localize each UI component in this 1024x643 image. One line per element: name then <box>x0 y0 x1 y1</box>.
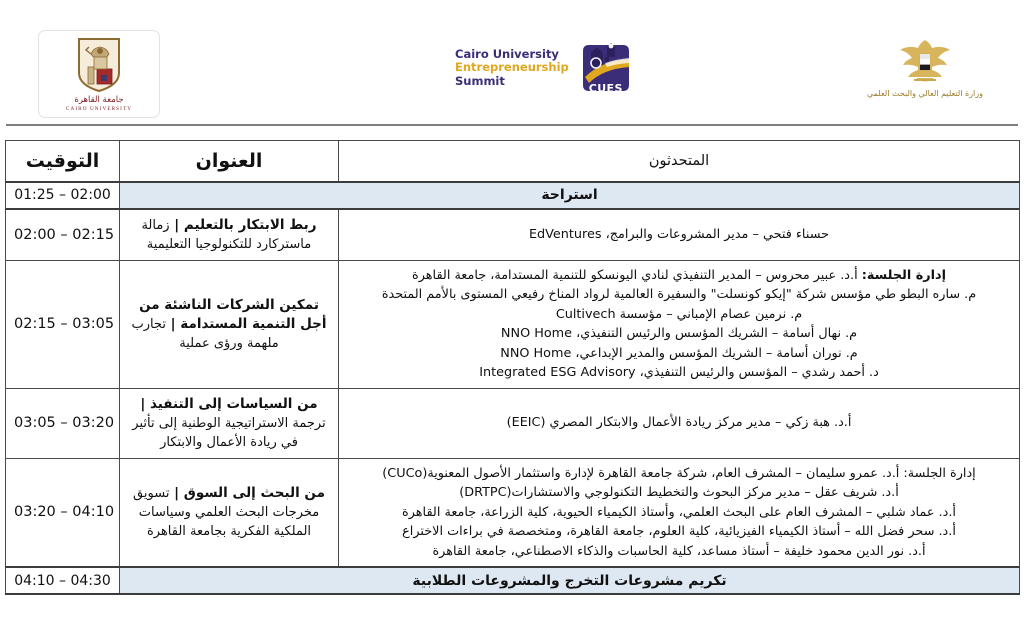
row-title-sub: ترجمة الاستراتيجية الوطنية إلى تأثير في ريادة الأعمال والابتكار <box>132 415 326 450</box>
speaker-line: إدارة الجلسة: أ.د. عبير محروس – المدير التنفيذي لنادي اليونسكو للتنمية المستدامة، جامعة القاهرة <box>412 267 946 283</box>
row-title <box>120 388 339 458</box>
row-title <box>120 209 339 261</box>
cues-line-2: Entrepreneurship <box>455 60 569 75</box>
table-row <box>6 260 1020 388</box>
ministry-of-higher-education-logo <box>855 34 995 98</box>
header-divider <box>6 124 1018 126</box>
row-title-main: ربط الابتكار بالتعليم | <box>169 216 317 233</box>
table-row-band <box>6 567 1020 594</box>
row-title <box>120 458 339 567</box>
speaker-line: أ.د. سحر فضل الله – أستاذ الكيمياء الفيزيائية، كلية العلوم، جامعة القاهرة، ومتخصصة في براءات الاختراع <box>402 524 956 539</box>
speaker-line: أ.د. نور الدين محمود خليفة – أستاذ مساعد، كلية الحاسبات والذكاء الاصطناعي، جامعة القاهرة <box>432 543 926 559</box>
cues-logo <box>455 37 637 99</box>
page-header <box>0 0 1024 133</box>
band-label: استراحة <box>120 182 1020 209</box>
row-title-sub: تسويق مخرجات البحث العلمي وسياسات الملكية الفكرية بجامعة القاهرة <box>133 485 320 539</box>
column-header-title: العنوان <box>120 141 339 182</box>
speaker-line: أ.د. شريف عقل – مدير مركز البحوث والتخطيط التكنولوجي والاستشارات(DRTPC) <box>459 485 899 500</box>
cairo-university-name-english: CAIRO UNIVERSITY <box>65 106 133 112</box>
table-row <box>6 388 1020 458</box>
row-speakers <box>339 209 1020 261</box>
speaker-line: م. نوران أسامة – الشريك المؤسس والمدير الإبداعي، NNO Home <box>500 345 858 361</box>
speaker-line: د. أحمد رشدي – المؤسس والرئيس التنفيذي، Integrated ESG Advisory <box>479 365 879 380</box>
table-header-row <box>6 141 1020 182</box>
column-header-time: التوقيت <box>6 141 120 182</box>
cues-line-3: Summit <box>455 73 505 88</box>
row-time: 03:05 – 03:20 <box>6 388 120 458</box>
cues-line-1: Cairo University <box>455 46 559 61</box>
row-time: 02:00 – 02:15 <box>6 209 120 261</box>
row-speakers <box>339 458 1020 567</box>
speaker-line: أ.د. عماد شلبي – المشرف العام على البحث العلمي، وأستاذ الكيمياء الحيوية، كلية الزراعة، جامعة القاهرة <box>402 504 956 520</box>
ministry-name-arabic: وزارة التعليم العالي والبحث العلمي <box>867 89 983 98</box>
row-time: 04:10 – 04:30 <box>6 567 120 594</box>
row-speakers <box>339 260 1020 388</box>
cairo-university-shield-icon <box>76 36 122 94</box>
agenda-table <box>5 140 1020 595</box>
table-row <box>6 458 1020 567</box>
row-time: 03:20 – 04:10 <box>6 458 120 567</box>
speaker-line: م. نهال أسامة – الشريك المؤسس والرئيس التنفيذي، NNO Home <box>500 326 858 341</box>
cairo-university-logo <box>38 30 160 118</box>
row-time: 02:15 – 03:05 <box>6 260 120 388</box>
speaker-line: حسناء فتحي – مدير المشروعات والبرامج، EdVentures <box>528 226 830 242</box>
eagle-of-saladin-icon <box>855 34 995 86</box>
speaker-line: إدارة الجلسة: أ.د. عمرو سليمان – المشرف العام، شركة جامعة القاهرة لإدارة واستثمار الأصول المعنوية(CUCo) <box>382 465 976 481</box>
speaker-line: م. نرمين عصام الإمباني – مؤسسة Cultivech <box>555 306 803 322</box>
speaker-line: أ.د. هبة زكي – مدير مركز ريادة الأعمال والابتكار المصري (EEIC) <box>506 415 852 431</box>
table-row-band <box>6 182 1020 209</box>
cairo-university-name-arabic: جامعة القاهرة <box>74 95 124 105</box>
row-title-main: تمكين الشركات الناشئة من أجل التنمية المستدامة | <box>139 296 327 332</box>
cues-wordmark <box>455 48 569 89</box>
row-speakers <box>339 388 1020 458</box>
row-title-sub: تجارب ملهمة ورؤى عملية <box>131 316 279 351</box>
row-title-main: من السياسات إلى التنفيذ | <box>140 395 318 412</box>
row-title-sub: زمالة ماستركارد للتكنولوجيا التعليمية <box>141 217 312 252</box>
row-title <box>120 260 339 388</box>
table-row <box>6 209 1020 261</box>
row-time: 01:25 – 02:00 <box>6 182 120 209</box>
column-header-speakers: المتحدثون <box>339 141 1020 182</box>
cues-acronym-text: CUES <box>588 82 623 95</box>
cues-emblem-icon <box>575 37 637 99</box>
row-title-main: من البحث إلى السوق | <box>169 484 325 501</box>
band-label: تكريم مشروعات التخرج والمشروعات الطلابية <box>120 567 1020 594</box>
speaker-line: م. ساره البطو طي مؤسس شركة "إيكو كونسلت" والسفيرة العالمية لرواد المناخ رفيعي المستوى بالأمم المتحدة <box>381 287 977 302</box>
